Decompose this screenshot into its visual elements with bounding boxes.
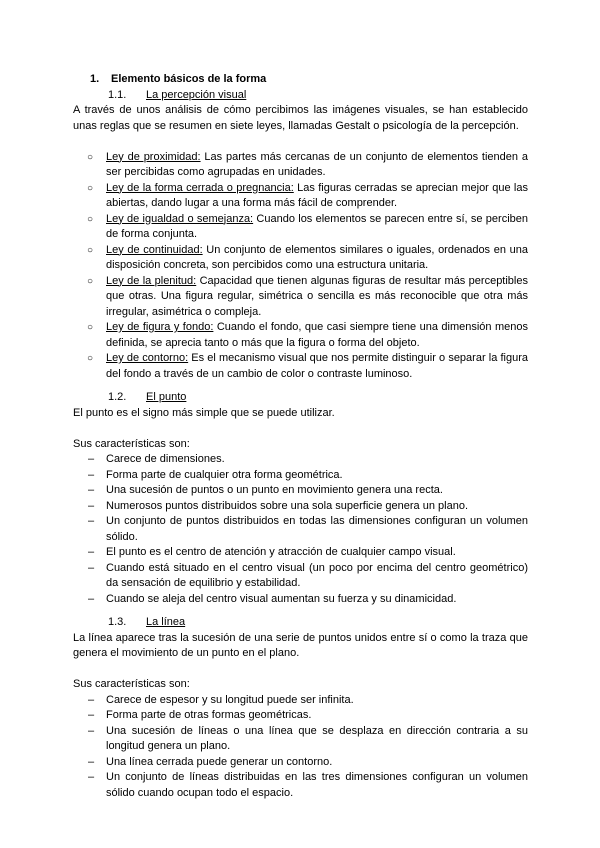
section-intro: A través de unos análisis de cómo percibimos las imágenes visuales, se han establecido unas reglas que se resumen en siete leyes, llamadas Gestalt o psicología de la percepción. bbox=[73, 104, 528, 132]
section-heading-percepcion bbox=[108, 88, 528, 104]
dash-bullet-icon: – bbox=[88, 724, 95, 737]
section-number: 1.2. bbox=[108, 391, 127, 403]
law-text: Capacidad que tienen algunas figuras de resultar más perceptibles que otras. Una figura regular, simétrica o sencilla es más reconocible que otra más irregular, asimétrica o compleja. bbox=[106, 274, 528, 318]
item-text: Forma parte de otras formas geométricas. bbox=[106, 709, 312, 721]
item-text: Cuando está situado en el centro visual (un poco por encima del centro geométrico) da sensación de equilibrio y estabilidad. bbox=[106, 561, 528, 589]
law-name: Ley de la plenitud: bbox=[106, 274, 197, 287]
law-text: Cuando el fondo, que casi siempre tiene una dimensión menos definida, se aprecia tanto o más que la figura o forma del objeto. bbox=[106, 321, 529, 349]
list-item bbox=[73, 708, 528, 724]
law-name: Ley de figura y fondo: bbox=[106, 321, 214, 333]
characteristics-label: Sus características son: bbox=[73, 678, 190, 690]
dash-bullet-icon: – bbox=[88, 515, 95, 527]
circle-bullet-icon: ○ bbox=[87, 353, 94, 364]
list-item bbox=[73, 592, 528, 608]
heading-number: 1. bbox=[90, 73, 100, 85]
list-item bbox=[73, 499, 528, 515]
linea-characteristics-list bbox=[73, 693, 528, 802]
law-text: Es el mecanismo visual que nos permite distinguir o separar la figura del fondo a través de un cambio de color o contraste luminoso. bbox=[106, 352, 528, 380]
item-text: Numerosos puntos distribuidos sobre una sola superficie genera un plano. bbox=[106, 499, 468, 512]
list-item bbox=[73, 320, 528, 351]
section-title: La línea bbox=[146, 616, 186, 628]
section-title: La percepción visual bbox=[146, 88, 247, 101]
item-text: Cuando se aleja del centro visual aumentan su fuerza y su dinamicidad. bbox=[106, 592, 457, 605]
dash-bullet-icon: – bbox=[88, 499, 95, 512]
characteristics-label: Sus características son: bbox=[73, 437, 190, 450]
section-intro: La línea aparece tras la sucesión de una serie de puntos unidos entre sí o como la traza que genera el movimiento de un punto en el plano. bbox=[73, 631, 528, 659]
list-item bbox=[73, 561, 528, 592]
main-heading bbox=[90, 72, 528, 88]
circle-bullet-icon: ○ bbox=[87, 275, 94, 287]
list-item bbox=[73, 514, 528, 545]
punto-characteristics-list bbox=[73, 452, 528, 607]
dash-bullet-icon: – bbox=[88, 709, 95, 721]
section-title: El punto bbox=[146, 391, 187, 403]
list-item bbox=[73, 181, 528, 212]
list-item bbox=[73, 693, 528, 709]
list-item bbox=[73, 483, 528, 499]
law-text: Las figuras cerradas se aprecian mejor que las abiertas, dando lugar a una forma más fácil de comprender. bbox=[106, 181, 528, 209]
item-text: Una sucesión de líneas o una línea que se desplaza en dirección contraria a su longitud genera un plano. bbox=[106, 724, 528, 752]
list-item bbox=[73, 724, 528, 755]
circle-bullet-icon: ○ bbox=[87, 213, 94, 225]
law-name: Ley de contorno: bbox=[106, 352, 189, 364]
item-text: Forma parte de cualquier otra forma geométrica. bbox=[106, 468, 343, 481]
dash-bullet-icon: – bbox=[88, 468, 95, 481]
item-text: Carece de espesor y su longitud puede ser infinita. bbox=[106, 693, 354, 706]
list-item bbox=[73, 770, 528, 801]
law-name: Ley de igualdad o semejanza: bbox=[106, 212, 254, 225]
heading-text: Elemento básicos de la forma bbox=[111, 73, 267, 85]
item-text: Carece de dimensiones. bbox=[106, 453, 225, 465]
dash-bullet-icon: – bbox=[88, 484, 95, 496]
section-number: 1.1. bbox=[108, 88, 127, 101]
dash-bullet-icon: – bbox=[88, 755, 95, 768]
item-text: Una línea cerrada puede generar un contorno. bbox=[106, 755, 333, 768]
law-name: Ley de proximidad: bbox=[106, 150, 201, 163]
list-item bbox=[73, 243, 528, 274]
section-heading-linea bbox=[108, 615, 528, 631]
item-text: Un conjunto de puntos distribuidos en todas las dimensiones configuran un volumen sólido. bbox=[106, 515, 528, 543]
item-text: Una sucesión de puntos o un punto en movimiento genera una recta. bbox=[106, 484, 443, 496]
section-intro: El punto es el signo más simple que se puede utilizar. bbox=[73, 406, 335, 419]
list-item bbox=[73, 212, 528, 243]
dash-bullet-icon: – bbox=[88, 693, 95, 706]
list-item bbox=[73, 452, 528, 468]
list-item bbox=[73, 351, 528, 382]
dash-bullet-icon: – bbox=[88, 771, 95, 783]
list-item bbox=[73, 468, 528, 484]
law-name: Ley de continuidad: bbox=[106, 243, 203, 256]
list-item bbox=[73, 755, 528, 771]
gestalt-laws-list bbox=[73, 150, 528, 383]
circle-bullet-icon: ○ bbox=[87, 322, 94, 333]
dash-bullet-icon: – bbox=[88, 453, 95, 465]
item-text: El punto es el centro de atención y atracción de cualquier campo visual. bbox=[106, 546, 456, 558]
list-item bbox=[73, 150, 528, 181]
section-number: 1.3. bbox=[108, 616, 127, 628]
law-text: Cuando los elementos se parecen entre sí, se perciben de forma conjunta. bbox=[106, 212, 528, 240]
item-text: Un conjunto de líneas distribuidas en las tres dimensiones configuran un volumen sólido cuando ocupan todo el espacio. bbox=[106, 771, 528, 799]
document-page bbox=[73, 72, 528, 801]
dash-bullet-icon: – bbox=[88, 546, 95, 558]
law-name: Ley de la forma cerrada o pregnancia: bbox=[106, 181, 294, 194]
law-text: Las partes más cercanas de un conjunto de elementos tienden a ser percibidas como agrupadas en unidades. bbox=[106, 150, 528, 178]
list-item bbox=[73, 545, 528, 561]
circle-bullet-icon: ○ bbox=[87, 151, 94, 163]
section-heading-punto bbox=[108, 390, 528, 406]
list-item bbox=[73, 274, 528, 321]
law-text: Un conjunto de elementos similares o iguales, ordenados en una disposición concreta, son percibidos como una estructura unitaria. bbox=[106, 243, 528, 271]
dash-bullet-icon: – bbox=[88, 561, 95, 574]
dash-bullet-icon: – bbox=[88, 592, 95, 605]
circle-bullet-icon: ○ bbox=[87, 182, 94, 194]
circle-bullet-icon: ○ bbox=[87, 244, 94, 256]
